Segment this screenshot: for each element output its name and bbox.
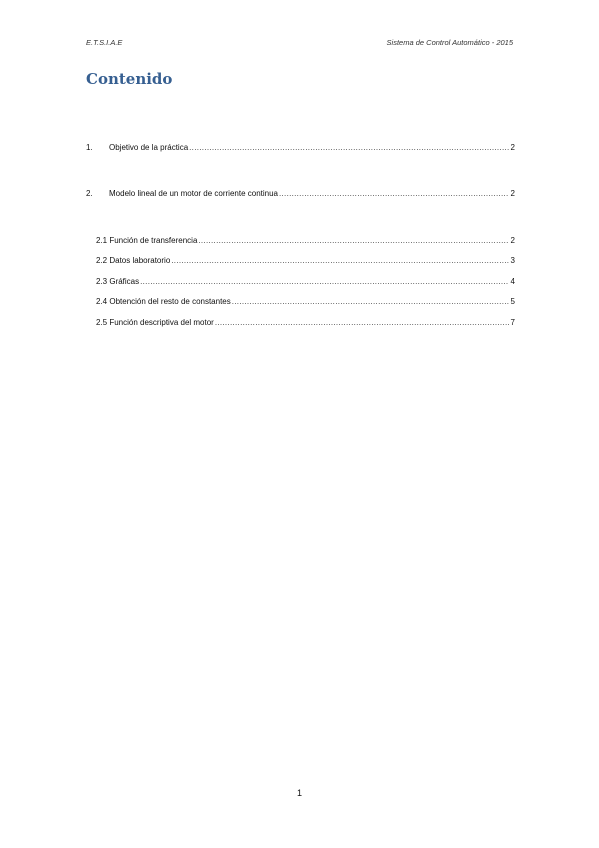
toc-entry-page: 2 <box>510 143 515 152</box>
toc-leader-dots <box>279 189 509 198</box>
toc-entry-label: Objetivo de la práctica <box>109 143 189 152</box>
toc-subentry[interactable] <box>96 256 515 265</box>
toc-subentry-label: 2.5 Función descriptiva del motor <box>96 318 214 327</box>
toc-subentry-label: 2.2 Datos laboratorio <box>96 256 171 265</box>
toc-entry-number: 2. <box>86 189 93 198</box>
toc-leader-dots <box>189 143 508 152</box>
toc-subentry[interactable] <box>96 297 515 306</box>
toc-subentry-page: 3 <box>510 256 515 265</box>
toc-leader-dots <box>198 236 508 245</box>
header-right: Sistema de Control Automático - 2015 <box>386 38 513 47</box>
toc-subentry[interactable] <box>96 236 515 245</box>
toc-subentry-page: 7 <box>510 318 515 327</box>
toc-entry-label: Modelo lineal de un motor de corriente continua <box>109 189 278 198</box>
toc-leader-dots <box>232 297 509 306</box>
toc-subentry-label: 2.3 Gráficas <box>96 277 140 286</box>
toc-leader-dots <box>140 277 508 286</box>
page-number: 1 <box>296 788 302 798</box>
toc-entry-objetivo[interactable] <box>86 143 515 152</box>
toc-subentry[interactable] <box>96 318 515 327</box>
toc-subentry-label: 2.4 Obtención del resto de constantes <box>96 297 231 306</box>
toc-subentry-page: 5 <box>510 297 515 306</box>
toc-entry-modelo[interactable] <box>86 189 515 198</box>
toc-subentry-label: 2.1 Función de transferencia <box>96 236 198 245</box>
toc-leader-dots <box>171 256 508 265</box>
header-left: E.T.S.I.A.E <box>86 38 123 47</box>
toc-subentry-page: 4 <box>510 277 515 286</box>
toc-entry-number: 1. <box>86 143 93 152</box>
toc-entry-page: 2 <box>510 189 515 198</box>
toc-subentry-page: 2 <box>510 236 515 245</box>
page-title: Contenido <box>86 70 173 88</box>
toc-leader-dots <box>215 318 509 327</box>
toc-subentry[interactable] <box>96 277 515 286</box>
